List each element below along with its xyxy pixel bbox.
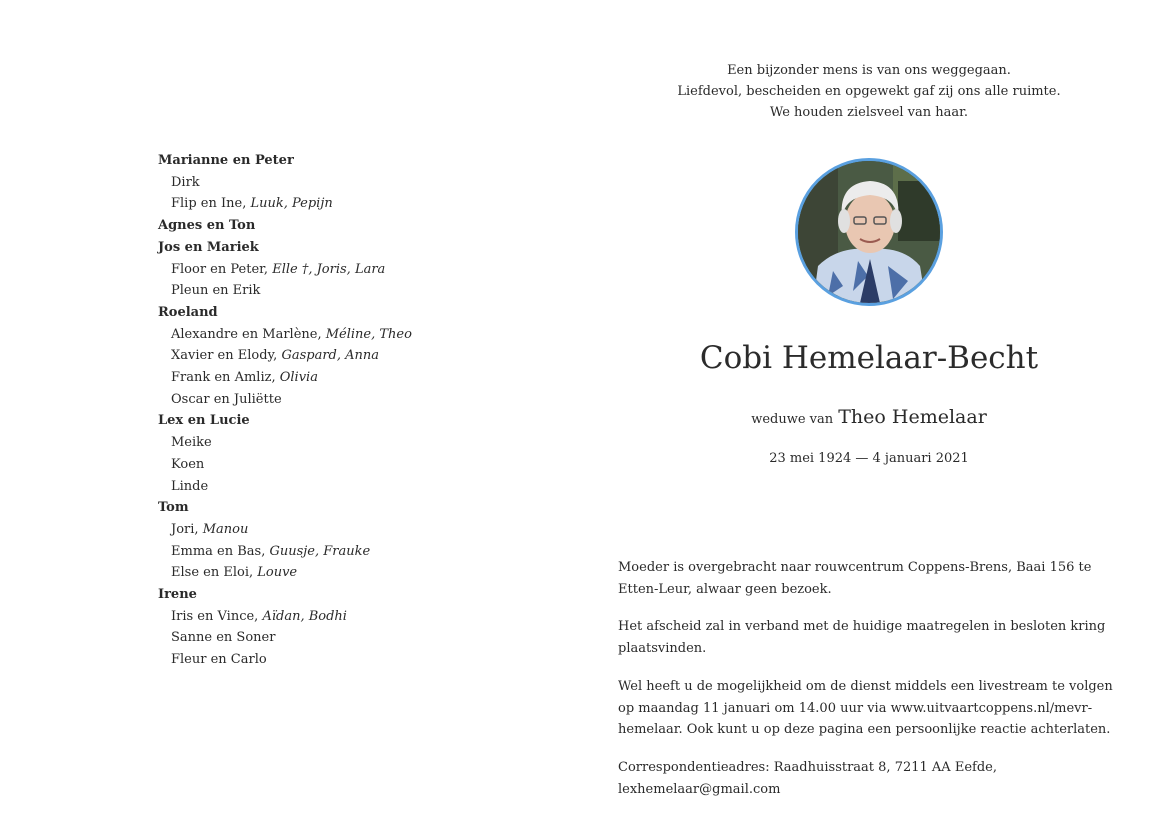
member-children: Louve <box>257 565 298 581</box>
member-name: Frank en Amliz, <box>171 370 280 386</box>
portrait-illustration <box>798 161 940 303</box>
family-member <box>158 649 412 671</box>
member-name: Iris en Vince, <box>171 608 263 624</box>
family-member <box>158 345 412 367</box>
member-name: Xavier en Elody, <box>171 348 282 364</box>
family-member <box>158 193 412 215</box>
family-head: Roeland <box>158 304 218 320</box>
member-name: Alexandre en Marlène, <box>171 326 326 342</box>
member-name: Meike <box>171 435 212 451</box>
member-children: Luuk, Pepijn <box>250 196 333 212</box>
widow-line <box>669 406 1069 428</box>
family-member <box>158 454 412 476</box>
member-name: Linde <box>171 478 209 494</box>
family-member <box>158 606 412 628</box>
member-name: Flip en Ine, <box>171 196 251 212</box>
family-head: Lex en Lucie <box>158 413 250 429</box>
family-head: Tom <box>158 500 189 516</box>
family-member <box>158 280 412 302</box>
member-children: Manou <box>202 521 249 537</box>
family-member <box>158 389 412 411</box>
poem-line: Een bijzonder mens is van ons weggegaan. <box>727 63 1011 78</box>
family-member <box>158 172 412 194</box>
member-children: Elle †, Joris, Lara <box>272 261 386 277</box>
family-member <box>158 367 412 389</box>
member-children: Guusje, Frauke <box>269 543 371 559</box>
family-head: Marianne en Peter <box>158 153 294 168</box>
family-member <box>158 627 412 649</box>
member-children: Aïdan, Bodhi <box>262 608 347 624</box>
member-children: Olivia <box>279 370 318 386</box>
info-paragraph: Wel heeft u de mogelijkheid om de dienst middels een livestream te volgen op maandag 11 januari om 14.00 uur via www.uitvaartcoppens.nl/mevr-hemelaar. Ook kunt u op deze pagina een persoonlijke reactie achterlaten. <box>618 678 1113 738</box>
member-name: Fleur en Carlo <box>171 652 267 668</box>
member-name: Pleun en Erik <box>171 283 261 299</box>
family-member <box>158 476 412 498</box>
member-name: Else en Eloi, <box>171 565 258 581</box>
family-head: Jos en Mariek <box>158 239 259 255</box>
family-member <box>158 541 412 563</box>
member-name: Dirk <box>171 174 200 190</box>
info-paragraph: Het afscheid zal in verband met de huidige maatregelen in besloten kring plaatsvinden. <box>618 619 1106 657</box>
family-member <box>158 259 412 281</box>
poem-line: Liefdevol, bescheiden en opgewekt gaf zij ons alle ruimte. <box>677 84 1061 99</box>
member-name: Jori, <box>171 521 203 537</box>
member-name: Oscar en Juliëtte <box>171 391 282 407</box>
family-member <box>158 324 412 346</box>
member-children: Méline, Theo <box>325 326 412 342</box>
member-name: Sanne en Soner <box>171 630 276 646</box>
member-name: Koen <box>171 456 205 472</box>
deceased-name: Cobi Hemelaar-Becht <box>699 340 1039 376</box>
info-paragraph: Moeder is overgebracht naar rouwcentrum Coppens-Brens, Baai 156 te Etten-Leur, alwaar geen bezoek. <box>618 560 1092 597</box>
widow-prefix: weduwe van <box>751 412 834 427</box>
family-head: Agnes en Ton <box>158 218 256 234</box>
family-member <box>158 432 412 454</box>
family-member <box>158 519 412 541</box>
family-head: Irene <box>158 587 197 603</box>
member-name: Floor en Peter, <box>171 261 273 277</box>
member-name: Emma en Bas, <box>171 543 270 559</box>
member-children: Gaspard, Anna <box>281 348 380 364</box>
portrait-photo <box>795 158 943 306</box>
family-member <box>158 562 412 584</box>
info-section <box>618 557 1113 816</box>
poem <box>669 60 1069 123</box>
poem-line: We houden zielsveel van haar. <box>769 105 969 120</box>
life-dates: 23 mei 1924 — 4 januari 2021 <box>769 451 969 466</box>
family-list <box>158 150 412 671</box>
info-paragraph: Correspondentieadres: Raadhuisstraat 8, 7211 AA Eefde, lexhemelaar@gmail.com <box>618 759 997 797</box>
spouse-name: Theo Hemelaar <box>838 406 987 428</box>
